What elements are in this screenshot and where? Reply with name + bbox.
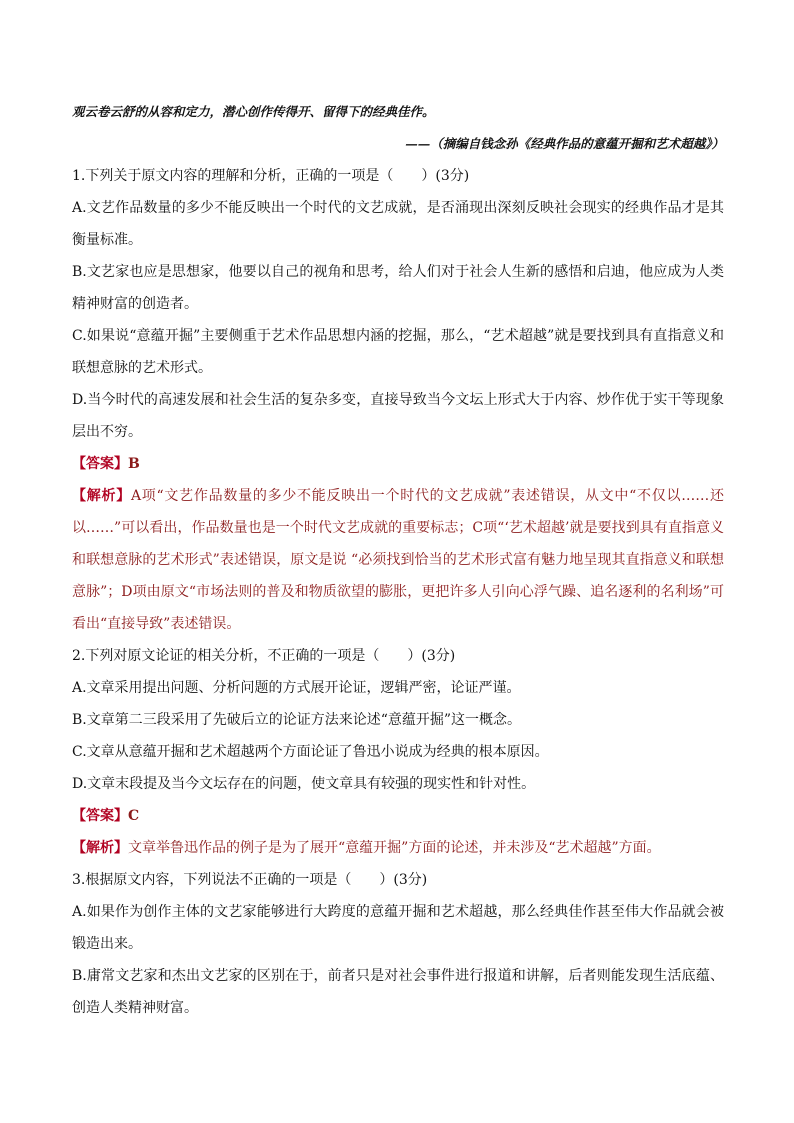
question-2-explanation <box>72 832 724 864</box>
question-1-answer <box>72 448 724 480</box>
explanation-text: A项“文艺作品数量的多少不能反映出一个时代的文艺成就”表述错误，从文中“不仅以……还以……”可以看出，作品数量也是一个时代文艺成就的重要标志；C项“‘艺术超越’就是要找到具有直指意义和联想意脉的艺术形式”表述错误，原文是说 “必须找到恰当的艺术形式富有魅力地呈现其直指意义和联想意脉”；D项由原文“市场法则的普及和物质欲望的膨胀，更把许多人引向心浮气躁、追名逐利的名利场”可看出“直接导致”表述错误。 <box>72 488 724 632</box>
question-2-option-c: C.文章从意蕴开掘和艺术超越两个方面论证了鲁迅小说成为经典的根本原因。 <box>72 744 549 760</box>
question-1-explanation <box>72 480 724 640</box>
question-2-stem: 2.下列对原文论证的相关分析，不正确的一项是（ ）(3分) <box>72 648 456 664</box>
explanation-text: 文章举鲁迅作品的例子是为了展开“意蕴开掘”方面的论述，并未涉及“艺术超越”方面。 <box>128 840 661 856</box>
question-1-option-a: A.文艺作品数量的多少不能反映出一个时代的文艺成就，是否涌现出深刻反映社会现实的经典作品才是其衡量标准。 <box>72 200 724 248</box>
question-3-option-b: B.庸常文艺家和杰出文艺家的区别在于，前者只是对社会事件进行报道和讲解，后者则能发现生活底蕴、创造人类精神财富。 <box>72 968 724 1016</box>
question-1-stem: 1.下列关于原文内容的理解和分析，正确的一项是（ ）(3分) <box>72 168 470 184</box>
explanation-label: 【解析】 <box>72 840 128 856</box>
question-1-option-b: B.文艺家也应是思想家，他要以自己的视角和思考，给人们对于社会人生新的感悟和启迪，他应成为人类精神财富的创造者。 <box>72 264 724 312</box>
question-2-option-d: D.文章末段提及当今文坛存在的问题，使文章具有较强的现实性和针对性。 <box>72 776 536 792</box>
question-2-option-a: A.文章采用提出问题、分析问题的方式展开论证，逻辑严密，论证严谨。 <box>72 680 521 696</box>
document-page <box>72 96 724 1024</box>
question-2-answer <box>72 800 724 832</box>
question-3-stem: 3.根据原文内容，下列说法不正确的一项是（ ）(3分) <box>72 872 428 888</box>
intro-tail-line: 观云卷云舒的从容和定力，潜心创作传得开、留得下的经典佳作。 <box>72 104 435 119</box>
answer-label: 【答案】 <box>72 808 128 824</box>
answer-value: C <box>128 808 140 824</box>
question-3-option-a: A.如果作为创作主体的文艺家能够进行大跨度的意蕴开掘和艺术超越，那么经典佳作甚至伟大作品就会被锻造出来。 <box>72 904 724 952</box>
explanation-label: 【解析】 <box>72 488 131 504</box>
question-2-option-b: B.文章第二三段采用了先破后立的论证方法来论述“意蕴开掘”这一概念。 <box>72 712 522 728</box>
question-1-option-d: D.当今时代的高速发展和社会生活的复杂多变，直接导致当今文坛上形式大于内容、炒作优于实干等现象层出不穷。 <box>72 392 724 440</box>
intro-source: ——（摘编自钱念孙《经典作品的意蕴开掘和艺术超越》） <box>405 136 724 151</box>
answer-label: 【答案】 <box>72 456 128 472</box>
question-1-option-c: C.如果说“意蕴开掘”主要侧重于艺术作品思想内涵的挖掘，那么，“艺术超越”就是要找到具有直指意义和联想意脉的艺术形式。 <box>72 328 724 376</box>
answer-value: B <box>128 456 140 472</box>
